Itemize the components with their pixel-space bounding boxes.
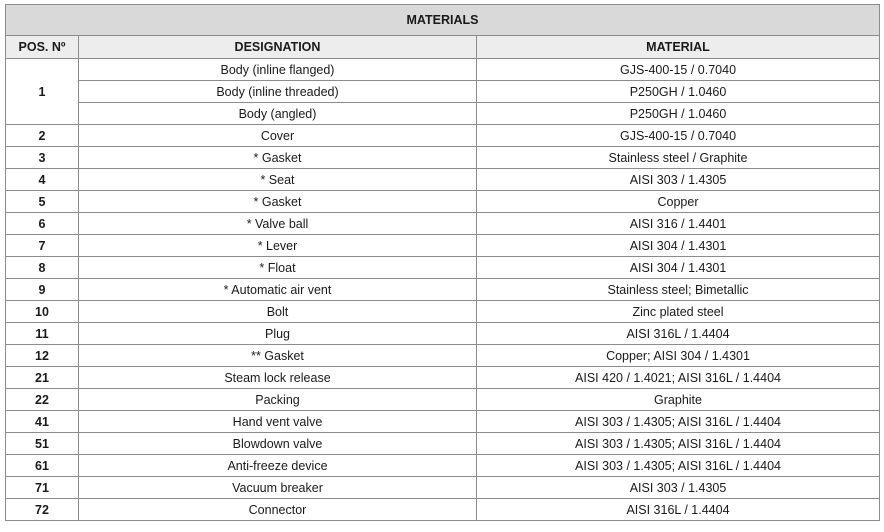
table-row	[6, 433, 880, 455]
pos-cell: 2	[6, 125, 79, 147]
title-row	[6, 5, 880, 36]
material-cell: Graphite	[477, 389, 880, 411]
pos-cell: 1	[6, 59, 79, 125]
designation-cell: Hand vent valve	[79, 411, 477, 433]
designation-cell: Connector	[79, 499, 477, 521]
table-row	[6, 367, 880, 389]
material-cell: AISI 303 / 1.4305; AISI 316L / 1.4404	[477, 411, 880, 433]
designation-cell: * Gasket	[79, 147, 477, 169]
material-cell: GJS-400-15 / 0.7040	[477, 125, 880, 147]
designation-cell: Blowdown valve	[79, 433, 477, 455]
table-row	[6, 169, 880, 191]
designation-cell: * Float	[79, 257, 477, 279]
header-designation: DESIGNATION	[79, 36, 477, 59]
pos-cell: 3	[6, 147, 79, 169]
material-cell: AISI 316L / 1.4404	[477, 323, 880, 345]
designation-cell: * Valve ball	[79, 213, 477, 235]
table-title: MATERIALS	[6, 5, 880, 36]
material-cell: AISI 420 / 1.4021; AISI 316L / 1.4404	[477, 367, 880, 389]
material-cell: Stainless steel / Graphite	[477, 147, 880, 169]
designation-cell: Steam lock release	[79, 367, 477, 389]
designation-cell: * Seat	[79, 169, 477, 191]
designation-cell: Vacuum breaker	[79, 477, 477, 499]
header-row	[6, 36, 880, 59]
pos-cell: 11	[6, 323, 79, 345]
designation-cell: * Lever	[79, 235, 477, 257]
table-row	[6, 477, 880, 499]
designation-cell: Cover	[79, 125, 477, 147]
designation-cell: Body (inline threaded)	[79, 81, 477, 103]
pos-cell: 4	[6, 169, 79, 191]
designation-cell: Packing	[79, 389, 477, 411]
material-cell: P250GH / 1.0460	[477, 103, 880, 125]
pos-cell: 10	[6, 301, 79, 323]
table-row	[6, 81, 880, 103]
table-row	[6, 235, 880, 257]
table-row	[6, 455, 880, 477]
designation-cell: Body (angled)	[79, 103, 477, 125]
material-cell: P250GH / 1.0460	[477, 81, 880, 103]
table-row	[6, 147, 880, 169]
pos-cell: 6	[6, 213, 79, 235]
material-cell: Stainless steel; Bimetallic	[477, 279, 880, 301]
pos-cell: 71	[6, 477, 79, 499]
header-pos: POS. Nº	[6, 36, 79, 59]
table-row	[6, 323, 880, 345]
table-row	[6, 257, 880, 279]
designation-cell: ** Gasket	[79, 345, 477, 367]
table-row	[6, 103, 880, 125]
pos-cell: 72	[6, 499, 79, 521]
table-row	[6, 345, 880, 367]
table-row	[6, 59, 880, 81]
designation-cell: Plug	[79, 323, 477, 345]
designation-cell: * Automatic air vent	[79, 279, 477, 301]
table-body	[6, 59, 880, 521]
pos-cell: 7	[6, 235, 79, 257]
designation-cell: * Gasket	[79, 191, 477, 213]
table-row	[6, 191, 880, 213]
material-cell: Copper; AISI 304 / 1.4301	[477, 345, 880, 367]
material-cell: GJS-400-15 / 0.7040	[477, 59, 880, 81]
pos-cell: 5	[6, 191, 79, 213]
table-row	[6, 125, 880, 147]
table-row	[6, 301, 880, 323]
designation-cell: Body (inline flanged)	[79, 59, 477, 81]
pos-cell: 8	[6, 257, 79, 279]
table-row	[6, 411, 880, 433]
pos-cell: 41	[6, 411, 79, 433]
material-cell: AISI 303 / 1.4305; AISI 316L / 1.4404	[477, 433, 880, 455]
pos-cell: 51	[6, 433, 79, 455]
designation-cell: Anti-freeze device	[79, 455, 477, 477]
material-cell: AISI 316 / 1.4401	[477, 213, 880, 235]
material-cell: AISI 304 / 1.4301	[477, 235, 880, 257]
header-material: MATERIAL	[477, 36, 880, 59]
material-cell: AISI 303 / 1.4305	[477, 169, 880, 191]
material-cell: AISI 303 / 1.4305	[477, 477, 880, 499]
pos-cell: 21	[6, 367, 79, 389]
table-row	[6, 389, 880, 411]
pos-cell: 22	[6, 389, 79, 411]
table-row	[6, 279, 880, 301]
pos-cell: 12	[6, 345, 79, 367]
table-row	[6, 499, 880, 521]
pos-cell: 9	[6, 279, 79, 301]
material-cell: AISI 303 / 1.4305; AISI 316L / 1.4404	[477, 455, 880, 477]
materials-table	[5, 4, 880, 521]
material-cell: AISI 304 / 1.4301	[477, 257, 880, 279]
material-cell: Copper	[477, 191, 880, 213]
material-cell: AISI 316L / 1.4404	[477, 499, 880, 521]
material-cell: Zinc plated steel	[477, 301, 880, 323]
designation-cell: Bolt	[79, 301, 477, 323]
table-row	[6, 213, 880, 235]
pos-cell: 61	[6, 455, 79, 477]
